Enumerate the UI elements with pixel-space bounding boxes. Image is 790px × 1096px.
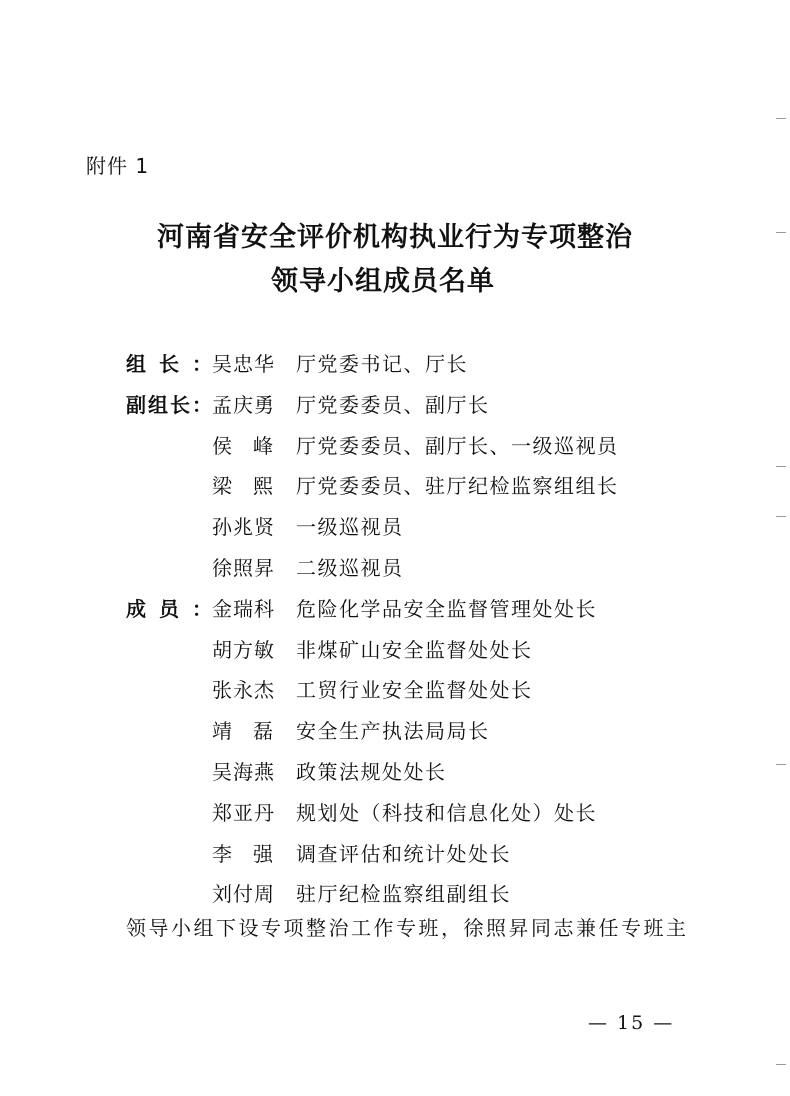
member-position: 非煤矿山安全监督处处长	[296, 637, 533, 662]
member-position: 驻厅纪检监察组副组长	[296, 882, 511, 907]
scan-mark	[776, 516, 786, 517]
roster-role	[126, 507, 212, 548]
roster-row	[126, 589, 619, 630]
roster-role	[126, 834, 212, 875]
member-position: 厅党委委员、驻厅纪检监察组组长	[296, 474, 619, 499]
roster-role	[126, 752, 212, 793]
member-name: 李 强	[212, 841, 274, 866]
roster-role: 组 长 ：	[126, 352, 212, 376]
member-name: 孙兆贤	[212, 515, 275, 540]
scan-mark	[776, 232, 786, 233]
member-name: 徐照昇	[212, 555, 275, 580]
member-position: 二级巡视员	[296, 555, 404, 580]
member-name: 靖 磊	[212, 719, 274, 744]
document-title-line-2: 领导小组成员名单	[271, 266, 495, 297]
closing-paragraph: 领导小组下设专项整治工作专班，徐照昇同志兼任专班主	[126, 916, 689, 940]
roster-row	[126, 752, 619, 793]
roster-row	[126, 793, 619, 834]
member-position: 工贸行业安全监督处处长	[296, 678, 533, 703]
roster-role	[126, 630, 212, 671]
document-title-line-1: 河南省安全评价机构执业行为专项整治	[157, 222, 633, 253]
member-name: 吴海燕	[212, 759, 275, 784]
member-name: 张永杰	[212, 678, 275, 703]
scan-mark	[776, 118, 786, 119]
member-roster	[126, 344, 619, 915]
member-name: 吴忠华	[212, 352, 275, 376]
roster-role	[126, 548, 212, 589]
member-name: 梁 熙	[212, 474, 274, 499]
member-position: 厅党委委员、副厅长	[296, 392, 490, 417]
roster-role	[126, 711, 212, 752]
member-position: 危险化学品安全监督管理处处长	[296, 596, 597, 621]
member-position: 规划处（科技和信息化处）处长	[296, 800, 597, 825]
member-position: 一级巡视员	[296, 515, 404, 540]
roster-role	[126, 466, 212, 507]
roster-role	[126, 793, 212, 834]
roster-row	[126, 630, 619, 671]
roster-role: 成 员 ：	[126, 596, 212, 621]
member-name: 郑亚丹	[212, 800, 275, 825]
roster-row	[126, 466, 619, 507]
roster-row	[126, 385, 619, 426]
member-position: 厅党委委员、副厅长、一级巡视员	[296, 433, 619, 458]
page-number: — 15 —	[588, 1012, 675, 1034]
roster-row	[126, 507, 619, 548]
scan-mark	[776, 1064, 786, 1065]
member-position: 政策法规处处长	[296, 759, 447, 784]
member-position: 厅党委书记、厅长	[296, 352, 468, 376]
scan-mark	[776, 764, 786, 765]
member-position: 安全生产执法局局长	[296, 719, 490, 744]
member-name: 侯 峰	[212, 433, 274, 458]
member-name: 刘付周	[212, 882, 275, 907]
roster-row	[126, 344, 619, 385]
roster-role: 副 组 长 ：	[126, 392, 212, 417]
member-position: 调查评估和统计处处长	[296, 841, 511, 866]
roster-row	[126, 670, 619, 711]
roster-role	[126, 670, 212, 711]
member-name: 金瑞科	[212, 596, 275, 621]
roster-row	[126, 711, 619, 752]
member-name: 孟庆勇	[212, 392, 275, 417]
scan-mark	[776, 466, 786, 467]
roster-role	[126, 426, 212, 467]
member-name: 胡方敏	[212, 637, 275, 662]
attachment-label: 附件 1	[86, 154, 150, 178]
roster-row	[126, 426, 619, 467]
roster-row	[126, 834, 619, 875]
roster-row	[126, 548, 619, 589]
